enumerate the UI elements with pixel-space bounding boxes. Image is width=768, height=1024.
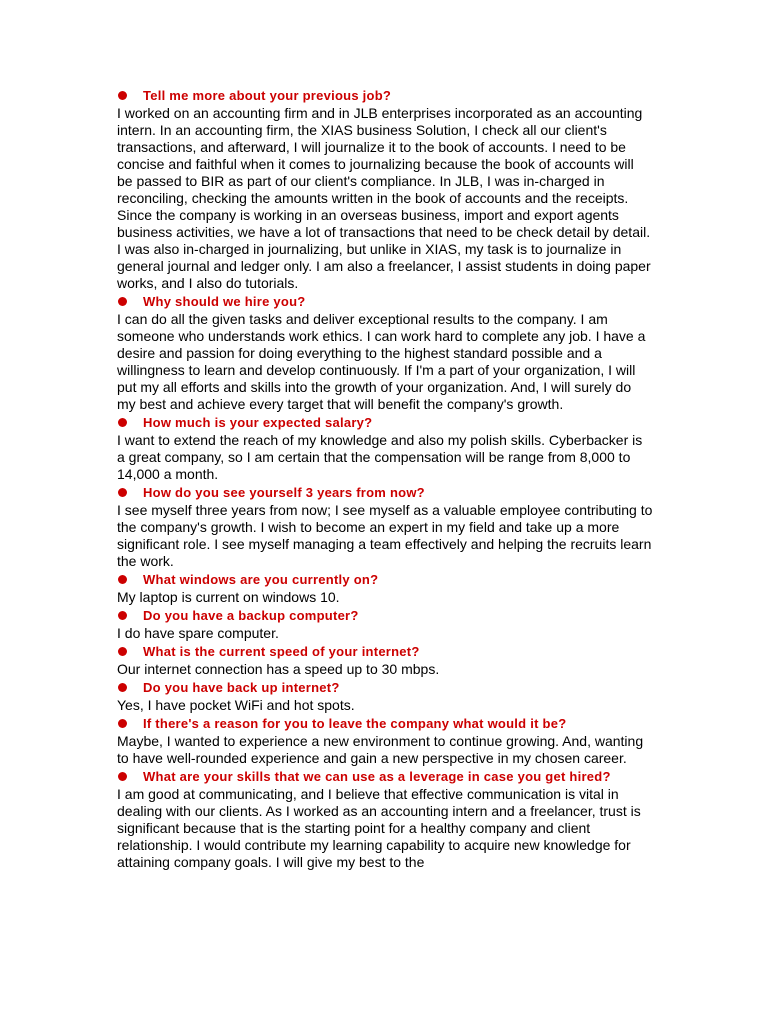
qa-item	[117, 643, 653, 678]
bullet-icon	[118, 575, 127, 584]
qa-item	[117, 484, 653, 570]
question-heading: How much is your expected salary?	[117, 414, 653, 431]
question-heading: Do you have a backup computer?	[117, 607, 653, 624]
document-content	[117, 87, 653, 872]
answer-text: I want to extend the reach of my knowledge and also my polish skills. Cyberbacker is a great company, so I am certain that the compensation will be range from 8,000 to 14,000 a month.	[117, 432, 643, 482]
bullet-icon	[118, 488, 127, 497]
question-heading: What is the current speed of your internet?	[117, 643, 653, 660]
answer-text: I see myself three years from now; I see myself as a valuable employee contributing to the company's growth. I wish to become an expert in my field and take up a more significant role. I see myself managing a team effectively and helping the recruits learn the work.	[117, 502, 653, 569]
bullet-icon	[118, 611, 127, 620]
question-heading: If there's a reason for you to leave the company what would it be?	[117, 715, 653, 732]
qa-item	[117, 768, 653, 871]
bullet-icon	[118, 418, 127, 427]
bullet-icon	[118, 647, 127, 656]
bullet-icon	[118, 297, 127, 306]
answer-text: I worked on an accounting firm and in JLB enterprises incorporated as an accounting intern. In an accounting firm, the XIAS business Solution, I check all our client's transactions, and afterward, I will journalize it to the book of accounts. I need to be concise and faithful when it comes to journalizing because the book of accounts will be passed to BIR as part of our client's compliance. In JLB, I was in-charged in reconciling, checking the amounts written in the book of accounts and the receipts. Since the company is working in an overseas business, import and export agents business activities, we have a lot of transactions that need to be check detail by detail. I was also in-charged in journalizing, but unlike in XIAS, my task is to journalize in general journal and ledger only. I am also a freelancer, I assist students in doing paper works, and I also do tutorials.	[117, 105, 651, 291]
answer-text: My laptop is current on windows 10.	[117, 589, 340, 605]
qa-item	[117, 607, 653, 642]
answer-text: I can do all the given tasks and deliver exceptional results to the company. I am someone who understands work ethics. I can work hard to complete any job. I have a desire and passion for doing everything to the highest standard possible and a willingness to learn and develop continuously. If I'm a part of your organization, I will put my all efforts and skills into the growth of your organization. And, I will surely do my best and achieve every target that will benefit the company's growth.	[117, 311, 646, 412]
bullet-icon	[118, 91, 127, 100]
answer-text: I do have spare computer.	[117, 625, 279, 641]
bullet-icon	[118, 719, 127, 728]
answer-text: Yes, I have pocket WiFi and hot spots.	[117, 697, 355, 713]
question-heading: Do you have back up internet?	[117, 679, 653, 696]
bullet-icon	[118, 683, 127, 692]
question-heading: How do you see yourself 3 years from now?	[117, 484, 653, 501]
question-heading: What windows are you currently on?	[117, 571, 653, 588]
qa-item	[117, 715, 653, 767]
bullet-icon	[118, 772, 127, 781]
answer-text: I am good at communicating, and I believe that effective communication is vital in dealing with our clients. As I worked as an accounting intern and a freelancer, trust is significant because that is the starting point for a healthy company and client relationship. I would contribute my learning capability to acquire new knowledge for attaining company goals. I will give my best to the	[117, 786, 641, 870]
answer-text: Maybe, I wanted to experience a new environment to continue growing. And, wanting to have well-rounded experience and gain a new perspective in my chosen career.	[117, 733, 644, 766]
answer-text: Our internet connection has a speed up to 30 mbps.	[117, 661, 440, 677]
qa-item	[117, 571, 653, 606]
question-heading: What are your skills that we can use as a leverage in case you get hired?	[117, 768, 653, 785]
qa-item	[117, 293, 653, 413]
qa-item	[117, 679, 653, 714]
qa-item	[117, 414, 653, 483]
question-heading: Tell me more about your previous job?	[117, 87, 653, 104]
question-heading: Why should we hire you?	[117, 293, 653, 310]
qa-item	[117, 87, 653, 292]
